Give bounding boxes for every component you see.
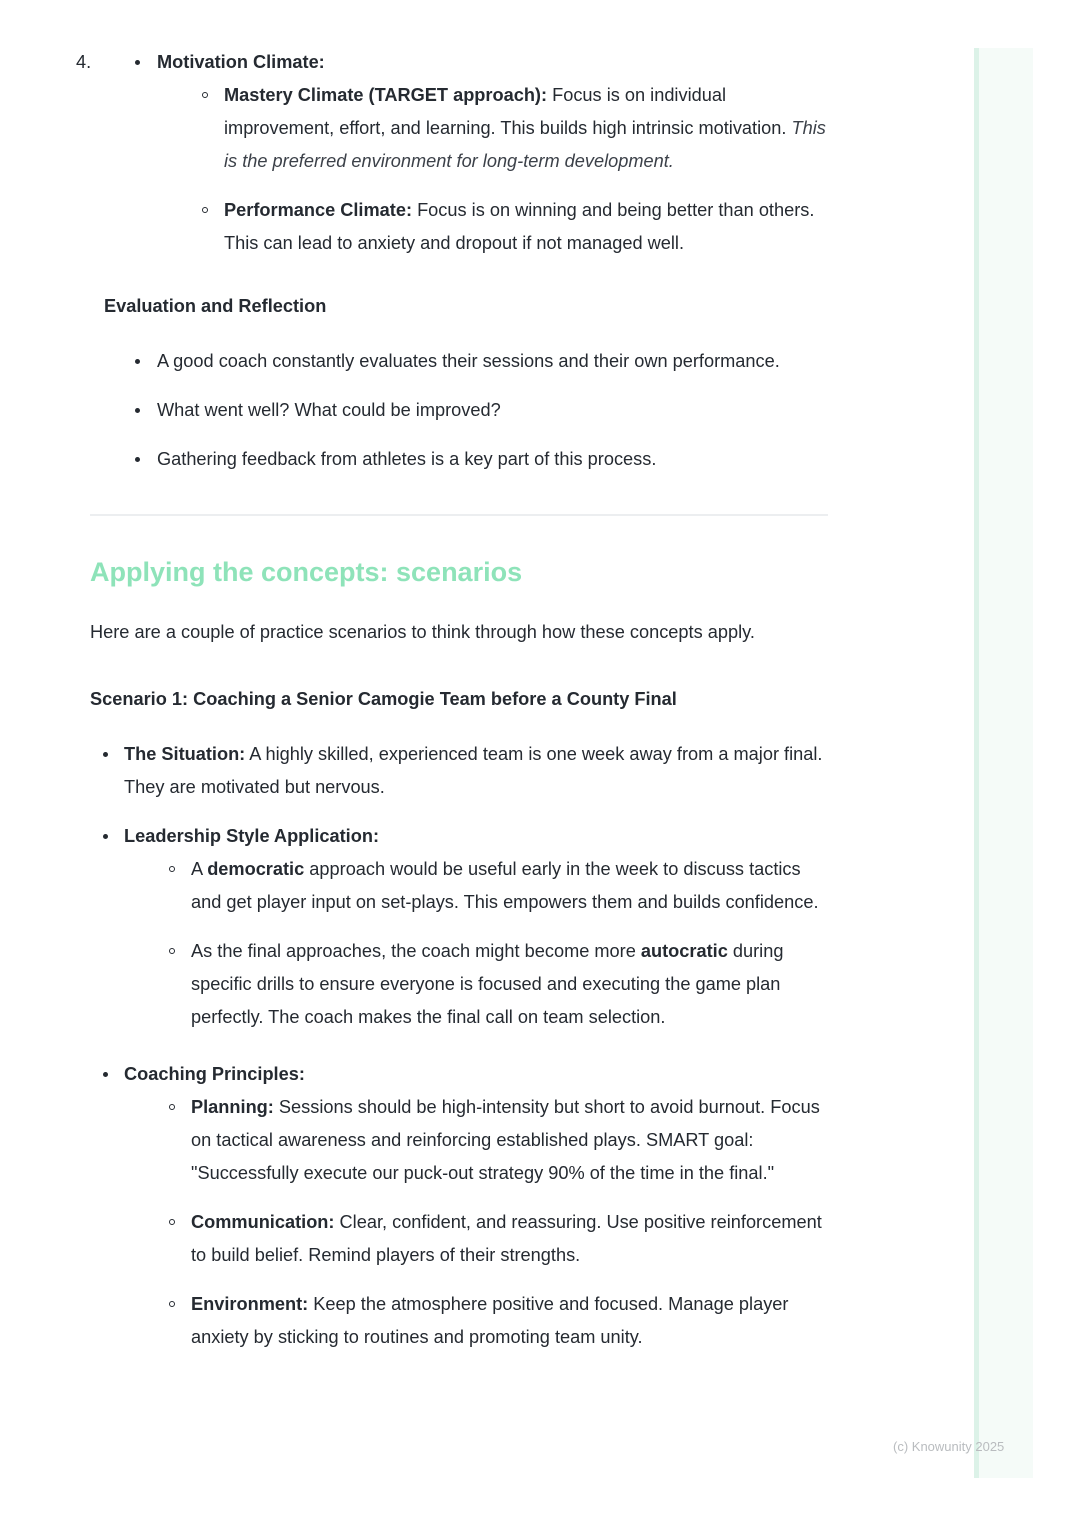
mastery-climate-term: Mastery Climate (TARGET approach): bbox=[224, 85, 548, 105]
autocratic-pre: As the final approaches, the coach might become more bbox=[191, 941, 641, 961]
list-item-democratic bbox=[158, 853, 830, 919]
leadership-style-heading: Leadership Style Application: bbox=[124, 826, 380, 846]
evaluation-bullet-1: What went well? What could be improved? bbox=[157, 400, 501, 420]
motivation-climate-list bbox=[90, 46, 830, 260]
situation-term: The Situation: bbox=[124, 744, 246, 764]
coaching-principles-heading: Coaching Principles: bbox=[124, 1064, 305, 1084]
leadership-style-sublist bbox=[158, 853, 830, 1034]
list-item-coaching-principles bbox=[90, 1058, 830, 1354]
list-item-motivation-climate bbox=[90, 46, 830, 260]
scenarios-intro-paragraph: Here are a couple of practice scenarios to think through how these concepts apply. bbox=[90, 622, 755, 642]
spacer bbox=[158, 1190, 830, 1206]
spacer bbox=[90, 1034, 830, 1058]
evaluation-bullet-0: A good coach constantly evaluates their sessions and their own performance. bbox=[157, 351, 780, 371]
list-item-performance-climate bbox=[191, 194, 830, 260]
motivation-climate-sublist bbox=[191, 79, 830, 260]
list-item-environment bbox=[158, 1288, 830, 1354]
list-item bbox=[90, 443, 830, 476]
democratic-keyword: democratic bbox=[207, 859, 305, 879]
list-item bbox=[90, 394, 830, 427]
autocratic-keyword: autocratic bbox=[640, 941, 728, 961]
spacer bbox=[158, 919, 830, 935]
situation-body: A highly skilled, experienced team is one week away from a major final. They are motivated but nervous. bbox=[124, 744, 823, 797]
list-item-autocratic bbox=[158, 935, 830, 1034]
scenario-1-list bbox=[90, 738, 830, 1354]
spacer bbox=[90, 427, 830, 443]
copyright-watermark: (c) Knowunity 2025 bbox=[893, 1439, 1005, 1454]
mastery-climate-italic-note: This is the preferred environment for long-term development. bbox=[224, 118, 826, 171]
environment-term: Environment: bbox=[191, 1294, 309, 1314]
list-item-leadership-style bbox=[90, 820, 830, 1034]
list-item-communication bbox=[158, 1206, 830, 1272]
communication-body: Clear, confident, and reassuring. Use positive reinforcement to build belief. Remind players of their strengths. bbox=[191, 1212, 822, 1265]
environment-body: Keep the atmosphere positive and focused. Manage player anxiety by sticking to routines and promoting team unity. bbox=[191, 1294, 789, 1347]
evaluation-heading: Evaluation and Reflection bbox=[104, 296, 327, 316]
evaluation-bullet-2: Gathering feedback from athletes is a key part of this process. bbox=[157, 449, 657, 469]
list-item-mastery-climate bbox=[191, 79, 830, 178]
section-divider bbox=[90, 514, 828, 516]
spacer bbox=[90, 378, 830, 394]
mastery-climate-body: Focus is on individual improvement, effort, and learning. This builds high intrinsic motivation. bbox=[224, 85, 792, 138]
page-title: Applying the concepts: scenarios bbox=[90, 557, 523, 587]
planning-body: Sessions should be high-intensity but short to avoid burnout. Focus on tactical awareness and reinforcing established plays. SMART goal: "Successfully execute our puck-out strategy 90% of the time in the final." bbox=[191, 1097, 820, 1183]
list-item-situation bbox=[90, 738, 830, 804]
planning-term: Planning: bbox=[191, 1097, 274, 1117]
autocratic-post: during specific drills to ensure everyone is focused and executing the game plan perfectly. The coach makes the final call on team selection. bbox=[191, 941, 784, 1027]
spacer bbox=[90, 804, 830, 820]
document-content bbox=[76, 46, 830, 1354]
right-edge-tint-panel bbox=[974, 48, 1033, 1478]
spacer bbox=[191, 178, 830, 194]
evaluation-number: 4. bbox=[76, 52, 92, 72]
performance-climate-term: Performance Climate: bbox=[224, 200, 413, 220]
communication-term: Communication: bbox=[191, 1212, 335, 1232]
motivation-climate-heading: Motivation Climate: bbox=[157, 52, 325, 72]
performance-climate-body: Focus is on winning and being better than others. This can lead to anxiety and dropout if not managed well. bbox=[224, 200, 815, 253]
evaluation-bullet-list bbox=[90, 345, 830, 476]
spacer bbox=[158, 1272, 830, 1288]
coaching-principles-sublist bbox=[158, 1091, 830, 1354]
scenario-1-title: Scenario 1: Coaching a Senior Camogie Team before a County Final bbox=[90, 689, 677, 709]
democratic-post: approach would be useful early in the week to discuss tactics and get player input on set-plays. This empowers them and builds confidence. bbox=[191, 859, 819, 912]
right-edge-stripe bbox=[974, 48, 979, 1478]
list-item-planning bbox=[158, 1091, 830, 1190]
list-item bbox=[90, 345, 830, 378]
democratic-pre: A bbox=[191, 859, 208, 879]
